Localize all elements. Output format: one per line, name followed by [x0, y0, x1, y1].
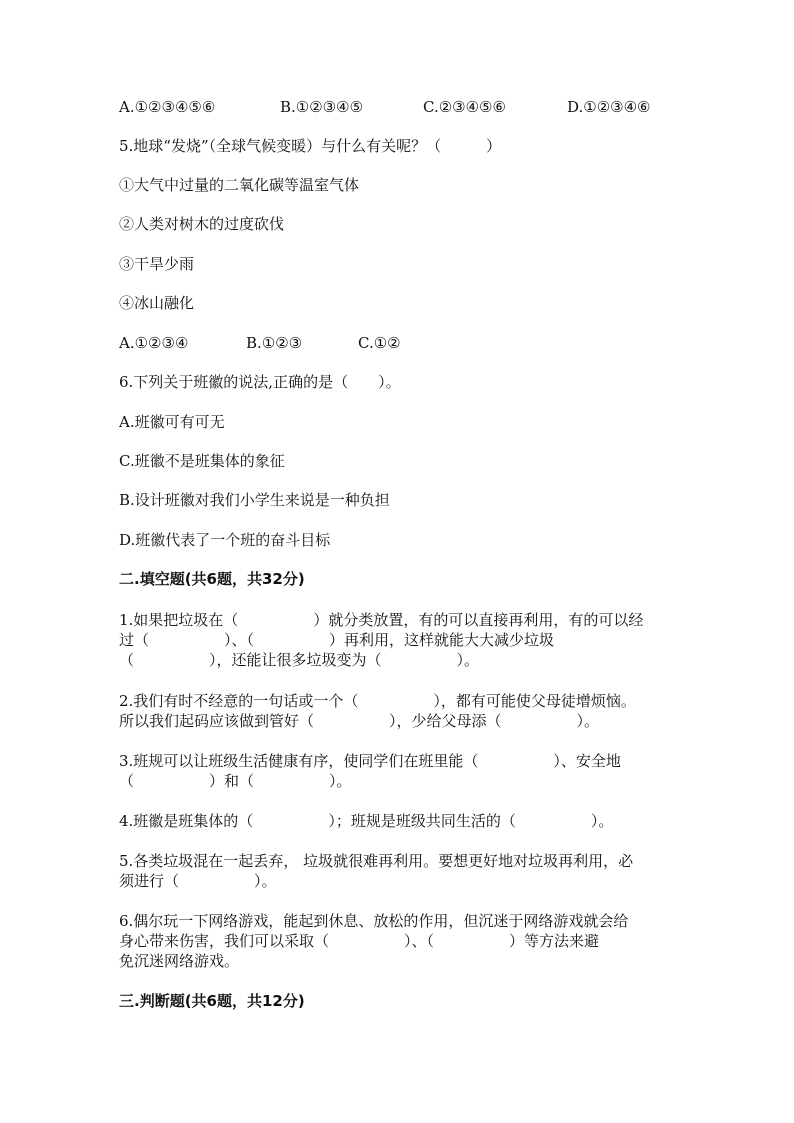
- fill-q6-line-1: 6.偶尔玩一下网络游戏，能起到休息、放松的作用，但沉迷于网络游戏就会给: [119, 912, 629, 930]
- fill-q1-line-1: 1.如果把垃圾在（ ）就分类放置，有的可以直接再利用，有的可以经: [119, 611, 644, 629]
- q5-stem: 5.地球“发烧”（全球气候变暖）与什么有关呢？（ ）: [119, 137, 502, 155]
- q6-option-a: A.班徽可有可无: [119, 413, 225, 431]
- fill-q5-line-2: 须进行（ ）。: [119, 872, 277, 890]
- fill-question-4: [119, 811, 679, 831]
- fill-q2-line-2: 所以我们起码应该做到管好（ ），少给父母添（ ）。: [119, 712, 600, 730]
- fill-question-2: [119, 691, 679, 731]
- q5-option-a: A.①②③④: [119, 334, 189, 352]
- fill-q1-line-3: （ ），还能让很多垃圾变为（ ）。: [119, 651, 480, 669]
- fill-question-5: [119, 851, 679, 891]
- q5-option-b: B.①②③: [246, 334, 303, 352]
- fill-question-3: [119, 751, 679, 791]
- fill-question-6: [119, 911, 679, 971]
- q6-option-d: D.班徽代表了一个班的奋斗目标: [119, 531, 331, 549]
- q5-item-2: ②人类对树木的过度砍伐: [119, 215, 285, 233]
- fill-q4-line-1: 4.班徽是班集体的（ ）；班规是班级共同生活的（ ）。: [119, 812, 614, 830]
- fill-q6-line-2: 身心带来伤害，我们可以采取（ ）、（ ）等方法来避: [119, 932, 600, 950]
- fill-q2-line-1: 2.我们有时不经意的一句话或一个（ ），都有可能使父母徒增烦恼。: [119, 692, 636, 710]
- fill-q3-line-1: 3.班规可以让班级生活健康有序，使同学们在班里能（ ）、安全地: [119, 752, 621, 770]
- q4-option-a: A.①②③④⑤⑥: [119, 98, 216, 116]
- q6-option-c: C.班徽不是班集体的象征: [119, 452, 285, 470]
- section-2-title: 二.填空题(共6题，共32分): [119, 570, 305, 588]
- q6-option-b: B.设计班徽对我们小学生来说是一种负担: [119, 491, 390, 509]
- fill-question-1: [119, 610, 679, 670]
- q5-option-c: C.①②: [358, 334, 401, 352]
- fill-q5-line-1: 5.各类垃圾混在一起丢弃， 垃圾就很难再利用。要想更好地对垃圾再利用，必: [119, 852, 634, 870]
- q4-option-c: C.②③④⑤⑥: [423, 98, 506, 116]
- section-3-title: 三.判断题(共6题，共12分): [119, 992, 305, 1010]
- q4-option-b: B.①②③④⑤: [280, 98, 364, 116]
- fill-q6-line-3: 免沉迷网络游戏。: [119, 952, 240, 970]
- q5-item-1: ①大气中过量的二氧化碳等温室气体: [119, 176, 360, 194]
- q5-item-3: ③干旱少雨: [119, 255, 195, 273]
- fill-q1-line-2: 过（ ）、（ ）再利用，这样就能大大减少垃圾: [119, 631, 555, 649]
- q5-item-4: ④冰山融化: [119, 294, 195, 312]
- q6-stem: 6.下列关于班徽的说法,正确的是（ ）。: [119, 373, 401, 391]
- fill-q3-line-2: （ ）和（ ）。: [119, 772, 352, 790]
- q4-option-d: D.①②③④⑥: [567, 98, 651, 116]
